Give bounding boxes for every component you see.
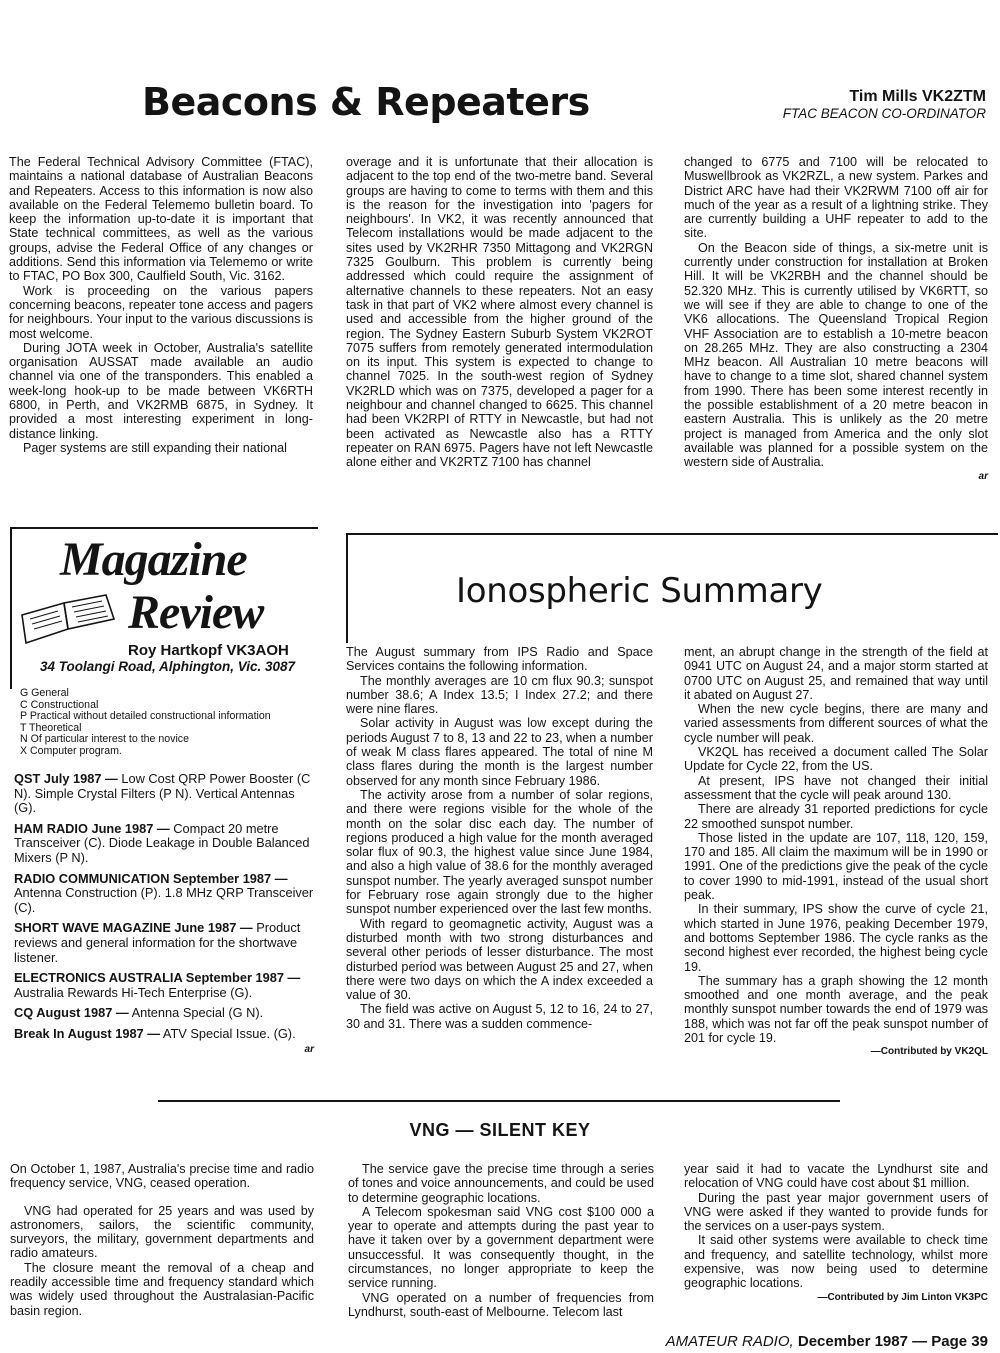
paragraph: It said other systems were available to check time and frequency, and satellite technology, whilst more expensive, was now being used to determine geographic locations. <box>684 1233 988 1291</box>
review-entry <box>14 1006 314 1021</box>
review-entry-body: Compact 20 metre Transceiver (C). Diode Leakage in Double Balanced Mixers (P N). <box>14 820 310 865</box>
paragraph: The summary has a graph showing the 12 month smoothed and one month average, and the peak monthly sunspot number towards the end of 1979 was 188, which was not far off the peak sunspot number of 201 for cycle 19. <box>684 973 988 1046</box>
review-entry-body: Low Cost QRP Power Booster (C N). Simple Crystal Filters (P N). Vertical Antennas (G). <box>14 771 311 816</box>
review-entry <box>14 822 314 866</box>
beacons-column-3 <box>684 155 988 484</box>
vng-column-1 <box>10 1162 314 1318</box>
magazine-review-title-line1: Magazine <box>60 533 247 586</box>
review-entry-head: RADIO COMMUNICATION September 1987 — <box>14 870 288 886</box>
paragraph: There are already 31 reported predictions for cycle 22 smoothed sunspot number. <box>684 802 988 831</box>
paragraph: VNG had operated for 25 years and was used by astronomers, sailors, the scientific community, surveyors, the military, government departments and radio amateurs. <box>10 1203 314 1261</box>
review-entry <box>14 921 314 965</box>
ionospheric-column-1 <box>346 645 653 1031</box>
page-title: Beacons & Repeaters <box>142 80 590 124</box>
author-role: FTAC BEACON CO-ORDINATOR <box>782 106 986 121</box>
byline <box>700 88 986 121</box>
paragraph: With regard to geomagnetic activity, August was a disturbed month with two strong disturbances and several other periods of lesser disturbance. The most disturbed period was between August 25 and 27, when there were two days on which the A index exceeded a value of 30. <box>346 916 653 1003</box>
review-entry-head: ELECTRONICS AUSTRALIA September 1987 — <box>14 970 301 986</box>
paragraph: When the new cycle begins, there are many and varied assessments from different sources of what the cycle number will peak. <box>684 702 988 745</box>
paragraph: At present, IPS have not changed their initial assessment that the cycle will peak around 130. <box>684 773 988 802</box>
beacons-column-1 <box>9 155 313 455</box>
publication-name: AMATEUR RADIO, <box>665 1333 794 1350</box>
review-entry-body: ATV Special Issue. (G). <box>160 1025 296 1041</box>
key-item: N Of particular interest to the novice <box>20 733 189 746</box>
paragraph: The service gave the precise time through a series of tones and voice announcements, and could be used to determine geographic locations. <box>348 1162 654 1205</box>
paragraph: Pager systems are still expanding their national <box>23 440 287 455</box>
review-entry <box>14 1027 314 1042</box>
paragraph: On October 1, 1987, Australia's precise time and radio frequency service, VNG, ceased operation. <box>10 1162 314 1191</box>
paragraph: In their summary, IPS show the curve of cycle 21, which started in June 1976, peaking December 1979, and bottoms September 1986. The cycle ranks as the second highest ever recorded, the highest being cycle 19. <box>684 902 988 974</box>
open-magazine-icon <box>18 585 118 650</box>
end-mark: ar <box>304 1044 314 1055</box>
vng-column-3 <box>684 1162 988 1305</box>
paragraph: Those listed in the update are 107, 118, 120, 159, 170 and 185. All claim the maximum will be in 1990 or 1991. One of the predictions give the peak of the cycle to cover 1990 to mid-1991, instead of the usual short peak. <box>684 830 988 903</box>
key-item: X Computer program. <box>20 744 122 757</box>
credit-line: —Contributed by Jim Linton VK3PC <box>817 1291 988 1303</box>
paragraph: VK2QL has received a document called The Solar Update for Cycle 22, from the US. <box>684 745 988 774</box>
review-entry-head: CQ August 1987 — <box>14 1005 129 1021</box>
ionospheric-column-2 <box>684 645 988 1060</box>
key-item: T Theoretical <box>20 721 82 734</box>
review-entry-body: Product reviews and general information for the shortwave listener. <box>14 920 301 965</box>
paragraph: year said it had to vacate the Lyndhurst site and relocation of VNG could have cost about $1 million. <box>684 1162 988 1191</box>
issue-and-page: December 1987 — Page 39 <box>793 1333 988 1350</box>
review-entry <box>14 872 314 916</box>
paragraph: ment, an abrupt change in the strength of the field at 0941 UTC on August 24, and a major storm started at 0700 UTC on August 25, and remained that way until it abated on August 27. <box>684 645 988 702</box>
credit-line: —Contributed by VK2QL <box>870 1046 988 1058</box>
page-footer <box>600 1333 988 1350</box>
paragraph: During JOTA week in October, Australia's satellite organisation AUSSAT made available an audio channel via one of the transponders. This enabled a week-long hook-up to be made between VK6RTH 6800, in Perth, and VK2RMB 6875, in Sydney. It provided a most interesting experiment in long-distance linking. <box>9 340 313 441</box>
beacons-column-2 <box>346 155 653 470</box>
key-item: C Constructional <box>20 698 99 711</box>
vng-column-2 <box>348 1162 654 1319</box>
review-entry-body: Australia Rewards Hi-Tech Enterprise (G). <box>14 984 253 1000</box>
review-entries <box>14 772 314 1048</box>
review-entry-head: HAM RADIO June 1987 — <box>14 820 170 836</box>
paragraph: VNG operated on a number of frequencies from Lyndhurst, south-east of Melbourne. Telecom last <box>348 1290 654 1319</box>
review-entry-body: Antenna Special (G N). <box>128 1005 264 1021</box>
key-item: P Practical without detailed constructional information <box>20 710 271 723</box>
end-mark: ar <box>978 470 988 482</box>
review-entry-head: SHORT WAVE MAGAZINE June 1987 — <box>14 920 253 936</box>
paragraph: The Federal Technical Advisory Committee (FTAC), maintains a national database of Australian Beacons and Repeaters. Access to this information is now also available on the Federal Telememo bulletin board. To keep the information up-to-date it is important that State technical committees, as well as the various groups, advise the Federal Office of any changes or additions. Send this information via Telememo or write to FTAC, PO Box 300, Caulfield South, Vic. 3162. <box>9 155 313 284</box>
paragraph: The activity arose from a number of solar regions, and there were regions visible for the whole of the month on the solar disc each day. The number of regions produced a high value for the month averaged solar flux of 90.3, the highest value since June 1984, and also a high value of 38.6 for the monthly averaged sunspot number. The yearly averaged sunspot number for February rose again strongly due to the higher sunspot number experienced over the last few months. <box>346 787 653 917</box>
paragraph: The monthly averages are 10 cm flux 90.3; sunspot number 38.6; A Index 13.5; I Index 27.2; and there were nine flares. <box>346 673 653 717</box>
magazine-review-title-line2: Review <box>128 586 264 639</box>
paragraph: The closure meant the removal of a cheap and readily accessible time and frequency standard which was widely used throughout the Australasian-Pacific basin region. <box>10 1260 314 1318</box>
review-entry-head: QST July 1987 — <box>14 771 118 786</box>
section-divider <box>158 1100 840 1102</box>
paragraph: changed to 6775 and 7100 will be relocated to Muswellbrook as VK2RZL, a new system. Parkes and District ARC have had their VK2RWM 7100 off air for much of the year as a result of a lightning strike. They are currently building a UHF repeater to add to the site. <box>684 155 988 241</box>
paragraph: overage and it is unfortunate that their allocation is adjacent to the top end of the two-metre band. Several groups are having to come to terms with them and this is the reason for the investigation into 'pagers for neighbours'. In VK2, it was recently announced that Telecom installations would be made adjacent to the sites used by VK2RHR 7350 Mittagong and VK2RGN 7325 Goulburn. This problem is currently being addressed which could require the assignment of alternative channels to these repeaters. Not an easy task in that part of VK2 where almost every channel is used and accessible from the higher ground of the region. The Sydney Eastern Suburb System VK2ROT 7075 suffers from remotely generated intermodulation on its input. This system is expected to change to channel 7025. In the south-west region of Sydney VK2RLD which was on 7375, developed a pager for a neighbour and channel changed to 6625. This channel had been VK2RPI of RTTY in Newcastle, but had not been activated as Newcastle also has a RTTY repeater on RAN 6975. Pagers have not left Newcastle alone either and VK2RTZ 7100 has channel <box>346 155 653 470</box>
vng-title: VNG — SILENT KEY <box>409 1120 591 1140</box>
magazine-review-address: 34 Toolangi Road, Alphington, Vic. 3087 <box>40 659 296 674</box>
paragraph: Work is proceeding on the various papers concerning beacons, repeater tone access and pagers for neighbours. Your input to the various discussions is most welcome. <box>9 283 313 341</box>
magazine-review-author: Roy Hartkopf VK3AOH <box>128 642 289 659</box>
paragraph: The field was active on August 5, 12 to 16, 24 to 27, 30 and 31. There was a sudden commence- <box>346 1002 653 1031</box>
review-entry-body: Antenna Construction (P). 1.8 MHz QRP Transceiver (C). <box>14 885 314 915</box>
key-item: G General <box>20 687 69 699</box>
paragraph: During the past year major government users of VNG were asked if they wanted to provide funds for the services on a user-pays system. <box>684 1190 988 1234</box>
paragraph: Solar activity in August was low except during the periods August 7 to 8, 13 and 22 to 23, when a number of weak M class flares appeared. The total of nine M class flares during the month is the largest number observed for any month since February 1986. <box>346 716 653 788</box>
paragraph: The August summary from IPS Radio and Space Services contains the following information. <box>346 645 653 674</box>
review-entry <box>14 772 314 816</box>
review-entry-head: Break In August 1987 — <box>14 1025 161 1041</box>
paragraph: A Telecom spokesman said VNG cost $100 000 a year to operate and attempts during the past year to have it taken over by a government department were unsuccessful. It was consequently thought, in the circumstances, no longer appropriate to keep the service running. <box>348 1204 654 1291</box>
ionospheric-title: Ionospheric Summary <box>456 571 823 611</box>
review-entry <box>14 971 314 1000</box>
paragraph: On the Beacon side of things, a six-metre unit is currently under construction for installation at Broken Hill. It will be VK2RBH and the channel should be 52.320 MHz. This is currently utilised by VK6RTT, so we will see if they are able to change to one of the VK6 allocations. The Queensland Tropical Region VHF Association are to establish a 10-metre beacon on 28.265 MHz. They are also constructing a 2304 MHz beacon. All Australian 10 metre beacons will have to change to a time slot, shared channel system from 1990. There has been some interest recently in the possible establishment of a 20 metre beacon in eastern Australia. This is unlikely as the 20 metre project is managed from America and the only slot available was planned for a possible system on the western side of Australia. <box>684 240 988 470</box>
author-name: Tim Mills VK2ZTM <box>849 88 986 105</box>
review-key-list <box>20 688 320 758</box>
